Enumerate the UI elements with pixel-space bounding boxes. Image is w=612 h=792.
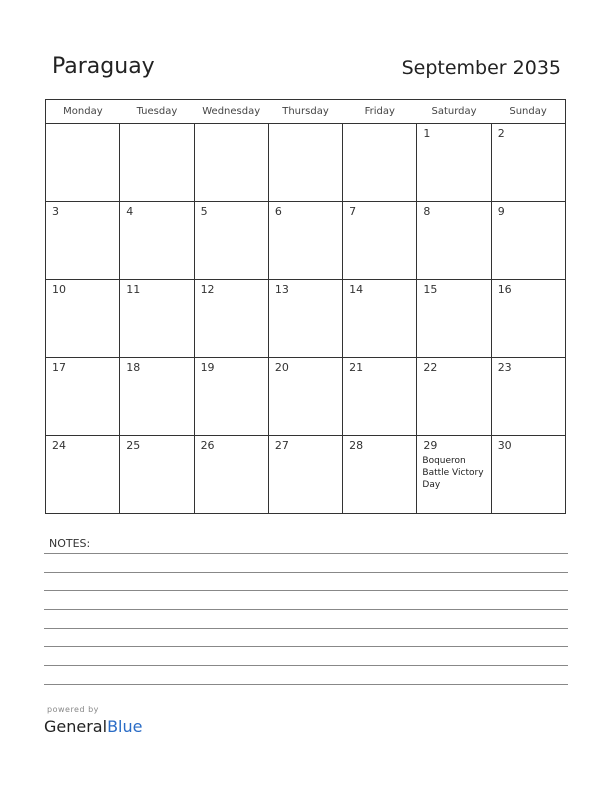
note-line [44,590,568,591]
day-number: 28 [349,439,364,452]
day-cell [417,358,491,436]
day-number: 29 [423,439,438,452]
day-cell [46,202,120,280]
weekday-friday: Friday [343,100,417,124]
brand-logo [44,717,142,736]
day-number: 3 [52,205,59,218]
day-cell [268,280,342,358]
day-cell [417,280,491,358]
day-cell [417,124,491,202]
day-cell [343,124,417,202]
day-cell [46,436,120,514]
day-number: 22 [423,361,438,374]
holiday-event: Boqueron Battle Victory Day [422,456,484,490]
note-line [44,572,568,573]
week-row [46,436,566,514]
weekday-sunday: Sunday [491,100,565,124]
day-number: 14 [349,283,364,296]
weekday-saturday: Saturday [417,100,491,124]
day-cell [194,436,268,514]
day-number: 6 [274,205,282,218]
country-title: Paraguay [52,54,155,79]
day-cell [194,358,268,436]
day-number: 30 [497,439,512,452]
day-cell [343,280,417,358]
calendar-grid [45,99,566,514]
brand-blue: Blue [107,717,143,736]
brand-general: General [44,717,108,736]
day-cell [120,202,194,280]
day-number: 20 [274,361,289,374]
day-cell [268,436,342,514]
week-row [46,358,566,436]
day-cell [268,202,342,280]
day-number: 8 [423,205,431,218]
day-cell [491,202,565,280]
day-cell [268,124,342,202]
day-number: 23 [497,361,512,374]
day-number: 16 [497,283,512,296]
notes-label: NOTES: [49,537,91,550]
day-cell [268,358,342,436]
weekday-monday: Monday [46,100,120,124]
day-cell [194,280,268,358]
weekday-thursday: Thursday [268,100,342,124]
day-cell [343,436,417,514]
note-line [44,665,568,666]
note-line [44,628,568,629]
day-number: 7 [349,205,357,218]
day-cell [46,124,120,202]
day-number: 27 [274,439,289,452]
day-cell [46,358,120,436]
day-number: 25 [126,439,141,452]
day-cell [491,358,565,436]
day-cell [46,280,120,358]
day-number: 10 [52,283,66,296]
day-cell [120,124,194,202]
weekday-header-row [46,100,566,124]
note-line [44,553,568,554]
day-cell [120,436,194,514]
day-cell [491,436,565,514]
day-number: 21 [349,361,364,374]
day-number: 12 [200,283,215,296]
weekday-wednesday: Wednesday [194,100,268,124]
day-cell [120,280,194,358]
day-number: 18 [126,361,141,374]
week-row [46,202,566,280]
day-number: 5 [200,205,208,218]
weekday-tuesday: Tuesday [120,100,194,124]
day-number: 26 [200,439,215,452]
day-number: 17 [52,361,66,374]
day-cell [120,358,194,436]
note-line [44,684,568,685]
day-number: 4 [126,205,134,218]
day-number: 24 [52,439,66,452]
powered-by-text: powered by [47,705,99,714]
day-number: 2 [497,127,505,140]
day-number: 1 [423,127,431,140]
day-cell [417,202,491,280]
day-cell [417,436,491,514]
day-cell [491,124,565,202]
day-number: 19 [200,361,215,374]
day-number: 9 [497,205,505,218]
day-cell [194,202,268,280]
day-cell [343,358,417,436]
day-cell [194,124,268,202]
day-cell [343,202,417,280]
note-line [44,609,568,610]
day-number: 11 [126,283,141,296]
day-number: 13 [274,283,289,296]
day-number: 15 [423,283,438,296]
week-row [46,280,566,358]
week-row [46,124,566,202]
note-line [44,646,568,647]
day-cell [491,280,565,358]
month-year-title: September 2035 [401,57,561,79]
